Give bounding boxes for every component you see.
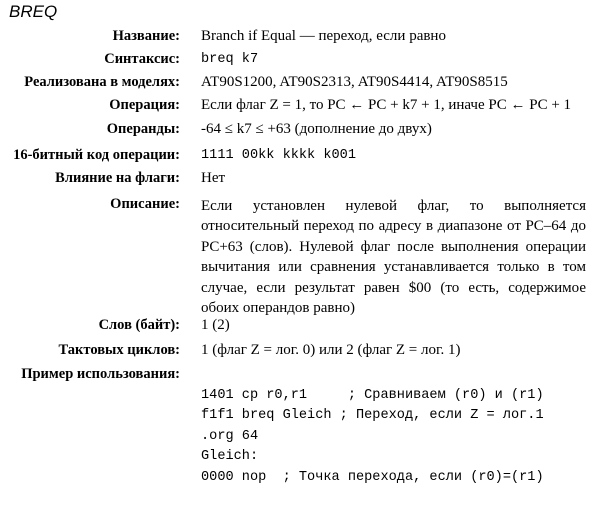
operation-label: Операция: — [109, 97, 180, 113]
operands-label: Операнды: — [106, 121, 180, 137]
cycles-label: Тактовых циклов: — [58, 342, 180, 358]
code-line: 1401 cp r0,r1 ; Сравниваем (r0) и (r1) — [201, 387, 544, 403]
example-label: Пример использования: — [21, 366, 180, 382]
cycles-value: 1 (флаг Z = лог. 0) или 2 (флаг Z = лог. 1) — [201, 342, 461, 358]
code-line: 0000 nop ; Точка перехода, если (r0)=(r1) — [201, 469, 544, 485]
example-code-block — [201, 365, 544, 509]
code-line: Gleich: — [201, 449, 259, 464]
models-label: Реализована в моделях: — [24, 74, 180, 90]
description-label: Описание: — [110, 196, 180, 212]
code-line: f1f1 breq Gleich ; Переход, если Z = лог.1 — [201, 408, 544, 423]
syntax-value: breq k7 — [201, 52, 259, 67]
flags-label: Влияние на флаги: — [55, 170, 180, 186]
code-line: .org 64 — [201, 428, 259, 444]
operation-value: Если флаг Z = 1, то PC ← PC + k7 + 1, иначе PC ← PC + 1 — [201, 97, 572, 113]
opcode-label: 16-битный код операции: — [13, 147, 180, 163]
opcode-value: 1111 00kk kkkk k001 — [201, 148, 356, 163]
syntax-label: Синтаксис: — [104, 51, 180, 67]
name-value: Branch if Equal — переход, если равно — [201, 28, 446, 44]
description-text: Если установлен нулевой флаг, то выполняется относительный переход по адресу в диапазоне от PC–64 до PC+63 (слов). Нулевой флаг после выполнения операции вычитания или сравнения устанавливается только в том случае, если результат равен $00 (то есть, содержимое обоих операндов равно) — [201, 198, 586, 317]
flags-value: Нет — [201, 170, 226, 186]
words-value: 1 (2) — [201, 317, 230, 333]
operands-value: -64 ≤ k7 ≤ +63 (дополнение до двух) — [201, 121, 432, 137]
name-label: Название: — [112, 28, 180, 44]
models-value: AT90S1200, AT90S2313, AT90S4414, AT90S8515 — [201, 74, 508, 90]
instruction-title: BREQ — [9, 2, 58, 21]
words-label: Слов (байт): — [98, 317, 180, 333]
